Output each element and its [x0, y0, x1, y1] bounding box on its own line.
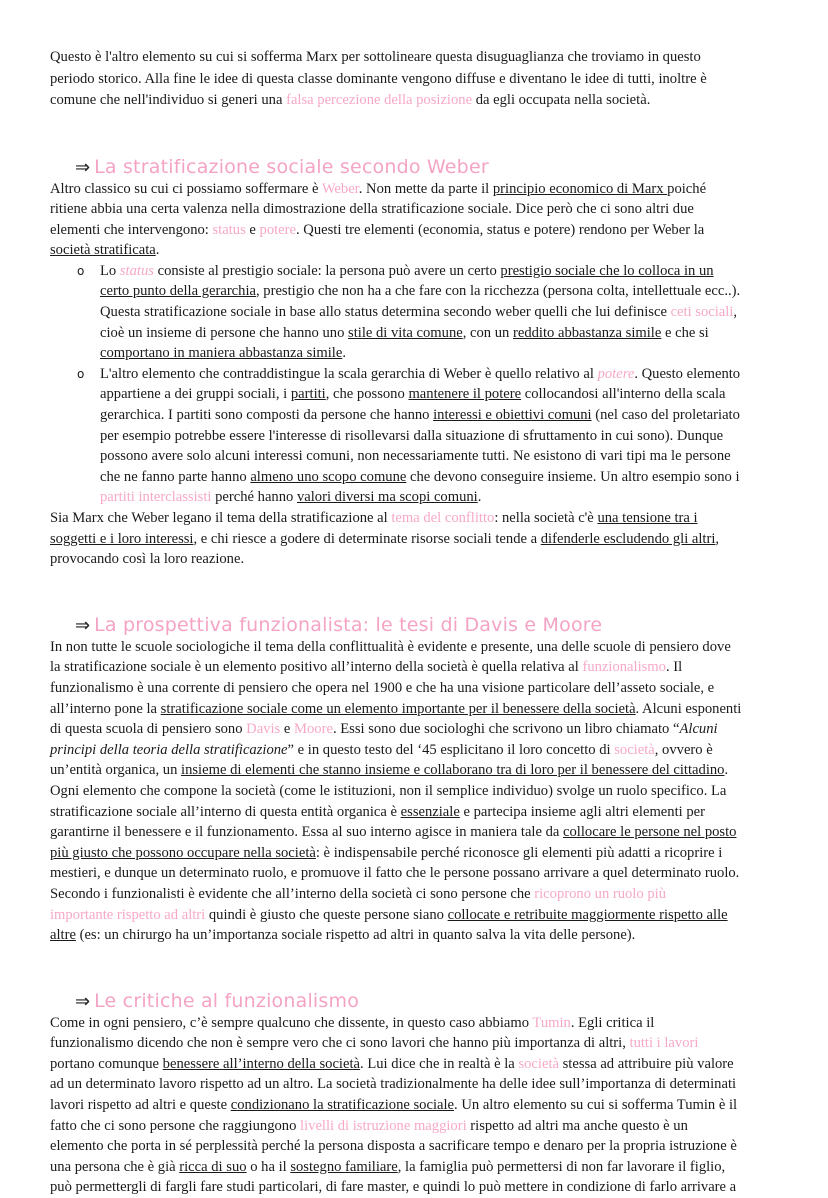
- underlined-text: soggetti e i loro interessi: [50, 530, 194, 547]
- text-run: che ne fanno parte hanno: [100, 468, 251, 485]
- text-line: [50, 1177, 810, 1198]
- text-line: [100, 446, 810, 467]
- text-run: appartiene a dei gruppi sociali, i: [100, 386, 291, 403]
- section-heading: [50, 613, 810, 637]
- text-run: .: [155, 242, 160, 259]
- underlined-text: certo punto della gerarchia: [100, 283, 256, 300]
- underlined-text: partiti: [290, 386, 326, 403]
- text-line: [100, 487, 810, 508]
- text-run: e: [245, 221, 260, 238]
- text-line: [50, 69, 810, 91]
- section-heading: [50, 989, 810, 1013]
- underlined-text: stratificazione sociale come un elemento importante per il benessere della società: [160, 700, 636, 717]
- text-run: , e chi riesce a godere di determinate risorse sociali tende a: [193, 530, 541, 547]
- underlined-text: principio economico di Marx: [492, 180, 668, 197]
- underlined-text: valori diversi ma scopi comuni: [296, 489, 478, 506]
- text-run: perché hanno: [211, 489, 297, 506]
- paragraph: [50, 637, 810, 946]
- text-run: . Egli critica il: [570, 1014, 655, 1031]
- section-heading-text: La stratificazione sociale secondo Weber: [94, 155, 489, 178]
- text-line: [100, 467, 810, 488]
- text-line: [50, 1054, 810, 1075]
- text-run: provocando così la loro reazione.: [50, 551, 245, 568]
- italic-text: principi della teoria della stratificazione: [50, 741, 288, 758]
- underlined-text: difenderle escludendo gli altri: [540, 530, 716, 547]
- text-run: funzionalismo è una corrente di pensiero che opera nel 1900 e che ha una visione particolare dell’asseto sociale, e: [50, 679, 715, 696]
- text-run: all’interno pone la: [50, 700, 161, 717]
- text-run: quindi è giusto che queste persone siano: [205, 906, 448, 923]
- text-line: [50, 1013, 810, 1034]
- underlined-text: condizionano la stratificazione sociale: [230, 1097, 455, 1114]
- text-run: da egli occupata nella società.: [472, 92, 651, 108]
- text-line: [50, 740, 810, 761]
- underlined-text: ricca di suo: [179, 1158, 247, 1175]
- text-run: .: [342, 345, 346, 362]
- text-line: [50, 884, 810, 905]
- text-run: una persona che è già: [50, 1158, 180, 1175]
- text-run: portano comunque: [50, 1055, 163, 1072]
- italic-text: Alcuni: [679, 721, 718, 738]
- text-line: [50, 905, 810, 926]
- text-run: . Un altro elemento su cui si sofferma Tumin è il: [454, 1097, 738, 1114]
- text-line: [50, 220, 810, 241]
- text-run: . Lui dice che in realtà è la: [360, 1055, 519, 1072]
- underlined-text: mantenere il potere: [408, 386, 522, 403]
- highlighted-term-italic: status: [119, 262, 154, 279]
- text-line: [50, 781, 810, 802]
- text-line: [100, 323, 810, 344]
- text-run: , che possono: [325, 386, 409, 403]
- text-run: Questo è l'altro elemento su cui si sofferma Marx per sottolineare questa disuguaglianza che troviamo in questo: [50, 49, 701, 65]
- text-run: ” e in questo testo del ‘45 esplicitano il loro concetto di: [287, 741, 615, 758]
- text-line: [50, 657, 810, 678]
- text-run: lavori rispetto ad altri e queste: [50, 1097, 231, 1114]
- text-run: Questa stratificazione sociale in base allo status determina secondo weber quelli che lui definisce: [100, 304, 671, 321]
- section-heading-text: La prospettiva funzionalista: le tesi di Davis e Moore: [94, 613, 603, 636]
- text-run: , prestigio che non ha a che fare con la ricchezza (persona colta, intellettuale ecc..).: [256, 283, 741, 300]
- text-line: [100, 343, 810, 364]
- text-line: [100, 364, 810, 385]
- text-run: ,: [733, 304, 738, 321]
- spacer: [50, 570, 810, 591]
- text-run: (es: un chirurgo ha un’importanza sociale rispetto ad altri in quanto salva la vita delle persone).: [75, 927, 636, 944]
- text-run: elemento che porta in sé perplessità perché la persona disposta a sacrificare tempo e denaro per la propria istruzione è: [50, 1138, 737, 1155]
- underlined-text: benessere all’interno della società: [162, 1055, 361, 1072]
- text-run: : è indispensabile perché riconosce gli elementi più adatti a ricoprire i: [315, 844, 723, 861]
- text-line: [50, 90, 810, 112]
- text-run: ad un determinato lavoro rispetto ad un altro. La società tradizionalmente ha delle idee sull’importanza di determinati: [50, 1076, 737, 1093]
- text-run: e che si: [661, 324, 709, 341]
- text-run: può permettergli di fargli fare studi particolari, di fare master, e quindi lo può mettere in condizione di farlo arrivare a: [50, 1179, 737, 1196]
- bullet-icon: o: [77, 263, 85, 278]
- text-run: gerarchica. I partiti sono composti da persone che hanno: [100, 407, 434, 424]
- text-line: [50, 678, 810, 699]
- highlighted-term: livelli di istruzione maggiori: [300, 1117, 467, 1134]
- text-run: comune che nell'individuo si generi una: [50, 92, 287, 108]
- text-run: possono avere solo alcuni interessi comuni, non necessariamente tutti. Ne esistono di vari tipi ma le persone: [100, 448, 731, 465]
- text-run: che devono conseguire insieme. Un altro esempio sono i: [406, 468, 740, 485]
- underlined-text: altre: [50, 927, 76, 944]
- text-run: . Essi sono due sociologhi che scrivono un libro chiamato “: [332, 721, 680, 738]
- underlined-text: interessi e obiettivi comuni: [433, 407, 592, 424]
- text-line: [100, 405, 810, 426]
- text-run: e partecipa insieme agli altri elementi per: [459, 803, 705, 820]
- text-run: Ogni elemento che compone la società (come le istituzioni, non il semplice individuo) svolge un ruolo specifico. La: [50, 782, 727, 799]
- text-run: per esempio potrebbe essere l'interesse di risollevarsi dalla situazione di sfruttamento in cui sono). Dunque: [100, 427, 724, 444]
- text-line: [100, 261, 810, 282]
- text-run: e: [280, 721, 295, 738]
- text-line: [100, 426, 810, 447]
- text-run: : nella società c'è: [494, 510, 598, 526]
- highlighted-term-italic: potere: [597, 365, 635, 382]
- spacer: [50, 946, 810, 967]
- text-run: stessa ad attribuire più valore: [558, 1055, 734, 1072]
- section-heading: [50, 155, 810, 179]
- text-run: , la famiglia può permettersi di non far lavorare il figlio,: [397, 1158, 726, 1175]
- text-line: [50, 199, 810, 220]
- text-run: un’entità organica, un: [50, 762, 182, 779]
- text-line: [50, 47, 810, 69]
- underlined-text: società stratificata: [50, 242, 156, 259]
- text-run: Lo: [100, 262, 120, 279]
- highlighted-term: funzionalismo: [582, 659, 666, 676]
- text-run: cioè un insieme di persone che hanno uno: [100, 324, 349, 341]
- text-run: elementi che intervengono:: [50, 221, 213, 238]
- text-run: stratificazione sociale all’interno di questa entità organica è: [50, 803, 401, 820]
- underlined-text: almeno uno scopo comune: [250, 468, 407, 485]
- highlighted-term: status: [212, 221, 246, 238]
- text-run: collocandosi all'interno della scala: [521, 386, 726, 403]
- highlighted-term: tema del conflitto: [391, 510, 495, 526]
- text-run: ritiene abbia una certa valenza nella dimostrazione della stratificazione sociale. Dice però che ci sono altri due: [50, 201, 694, 218]
- text-line: [100, 302, 810, 323]
- text-run: L'altro elemento che contraddistingue la scala gerarchia di Weber è quello relativo al: [100, 365, 598, 382]
- highlighted-term: Weber: [321, 180, 359, 197]
- underlined-text: più giusto che possono occupare nella società: [50, 844, 316, 861]
- paragraph: [50, 1013, 810, 1198]
- text-line: [50, 760, 810, 781]
- text-run: Sia Marx che Weber legano il tema della stratificazione al: [50, 510, 392, 526]
- text-run: periodo storico. Alla fine le idee di questa classe dominante vengono diffuse e diventano le idee di tutti, inoltre è: [50, 70, 707, 87]
- highlighted-term: falsa percezione della posizione: [286, 92, 473, 108]
- arrow-icon: ⇒: [75, 990, 91, 1012]
- text-line: [50, 822, 810, 843]
- underlined-text: insieme di elementi che stanno insieme e collaborano tra di loro per il benessere del cittadino: [181, 762, 725, 779]
- text-line: [100, 281, 810, 302]
- text-run: garantirne il benessere e il funzionamento. Essa al suo interno agisce in maniera tale da: [50, 824, 564, 841]
- document-page: [50, 47, 810, 1198]
- text-line: [50, 1074, 810, 1095]
- text-line: [50, 863, 810, 884]
- text-line: [50, 240, 810, 261]
- highlighted-term: ricoprono un ruolo più: [534, 885, 666, 902]
- text-line: [50, 1095, 810, 1116]
- highlighted-term: Davis: [246, 721, 281, 738]
- text-line: [50, 179, 810, 200]
- text-run: mestieri, e dunque un determinato ruolo, e promuove il fatto che le persone possano arrivare a quel determinato ruolo.: [50, 865, 740, 882]
- text-run: (nel caso del proletariato: [591, 407, 740, 424]
- text-run: di questa scuola di pensiero sono: [50, 721, 247, 738]
- text-run: poiché: [667, 180, 707, 197]
- text-line: [50, 549, 810, 570]
- arrow-icon: ⇒: [75, 614, 91, 636]
- text-run: , con un: [462, 324, 513, 341]
- text-run: ,: [715, 530, 720, 547]
- highlighted-term: importante rispetto ad altri: [50, 906, 206, 923]
- underlined-text: reddito abbastanza simile: [513, 324, 662, 341]
- text-run: . Non mette da parte il: [358, 180, 493, 197]
- highlighted-term: Tumin: [532, 1014, 571, 1031]
- text-run: o ha il: [246, 1158, 291, 1175]
- list-item: [50, 364, 810, 508]
- underlined-text: stile di vita comune: [348, 324, 463, 341]
- text-line: [50, 637, 810, 658]
- text-line: [100, 384, 810, 405]
- paragraph: [50, 508, 810, 570]
- bullet-icon: o: [77, 366, 85, 381]
- spacer: [50, 112, 810, 133]
- underlined-text: collocare le persone nel posto: [563, 824, 737, 841]
- text-run: . Questo elemento: [634, 365, 741, 382]
- list-item: [50, 261, 810, 364]
- text-line: [50, 719, 810, 740]
- text-line: [50, 1136, 810, 1157]
- paragraph: [50, 179, 810, 261]
- paragraph: [50, 47, 810, 112]
- underlined-text: sostegno familiare: [290, 1158, 398, 1175]
- highlighted-term: ceti sociali: [670, 304, 734, 321]
- text-run: la stratificazione sociale è un elemento positivo all’interno della società è quella relativa al: [50, 659, 583, 676]
- text-run: .: [724, 762, 729, 779]
- text-line: [50, 925, 810, 946]
- text-run: rispetto ad altri ma anche questo è un: [466, 1117, 688, 1134]
- text-run: . Questi tre elementi (economia, status e potere) rendono per Weber la: [296, 221, 705, 238]
- text-line: [50, 508, 810, 529]
- text-run: Altro classico su cui ci possiamo soffermare è: [50, 180, 322, 197]
- text-run: Come in ogni pensiero, c’è sempre qualcuno che dissente, in questo caso abbiamo: [50, 1014, 533, 1031]
- text-line: [50, 699, 810, 720]
- highlighted-term: tutti i lavori: [629, 1035, 699, 1052]
- text-line: [50, 802, 810, 823]
- section-heading-text: Le critiche al funzionalismo: [94, 989, 360, 1012]
- text-line: [50, 529, 810, 550]
- text-run: . Il: [665, 659, 683, 676]
- text-line: [50, 843, 810, 864]
- text-line: [50, 1033, 810, 1054]
- underlined-text: comportano in maniera abbastanza simile: [100, 345, 343, 362]
- text-run: , ovvero è: [654, 741, 713, 758]
- text-run: .: [477, 489, 482, 506]
- text-run: fatto che ci sono persone che raggiungono: [50, 1117, 301, 1134]
- text-line: [50, 1116, 810, 1137]
- text-run: In non tutte le scuole sociologiche il tema della conflittualità è evidente e presente, una delle scuole di pensiero dove: [50, 638, 731, 655]
- underlined-text: una tensione tra i: [597, 510, 698, 526]
- text-line: [50, 1157, 810, 1178]
- text-run: funzionalismo dicendo che non è sempre vero che ci sono lavori che hanno più importanza di altri,: [50, 1035, 630, 1052]
- text-run: Secondo i funzionalisti è evidente che all’interno della società ci sono persone che: [50, 885, 535, 902]
- underlined-text: essenziale: [400, 803, 460, 820]
- arrow-icon: ⇒: [75, 156, 91, 178]
- text-run: . Alcuni esponenti: [635, 700, 742, 717]
- underlined-text: prestigio sociale che lo colloca in un: [500, 262, 714, 279]
- highlighted-term: potere: [259, 221, 296, 238]
- underlined-text: collocate e retribuite maggiormente rispetto alle: [447, 906, 728, 923]
- highlighted-term: società: [518, 1055, 559, 1072]
- highlighted-term: Moore: [294, 721, 333, 738]
- highlighted-term: partiti interclassisti: [100, 489, 212, 506]
- text-run: consiste al prestigio sociale: la persona può avere un certo: [153, 262, 501, 279]
- highlighted-term: società: [614, 741, 655, 758]
